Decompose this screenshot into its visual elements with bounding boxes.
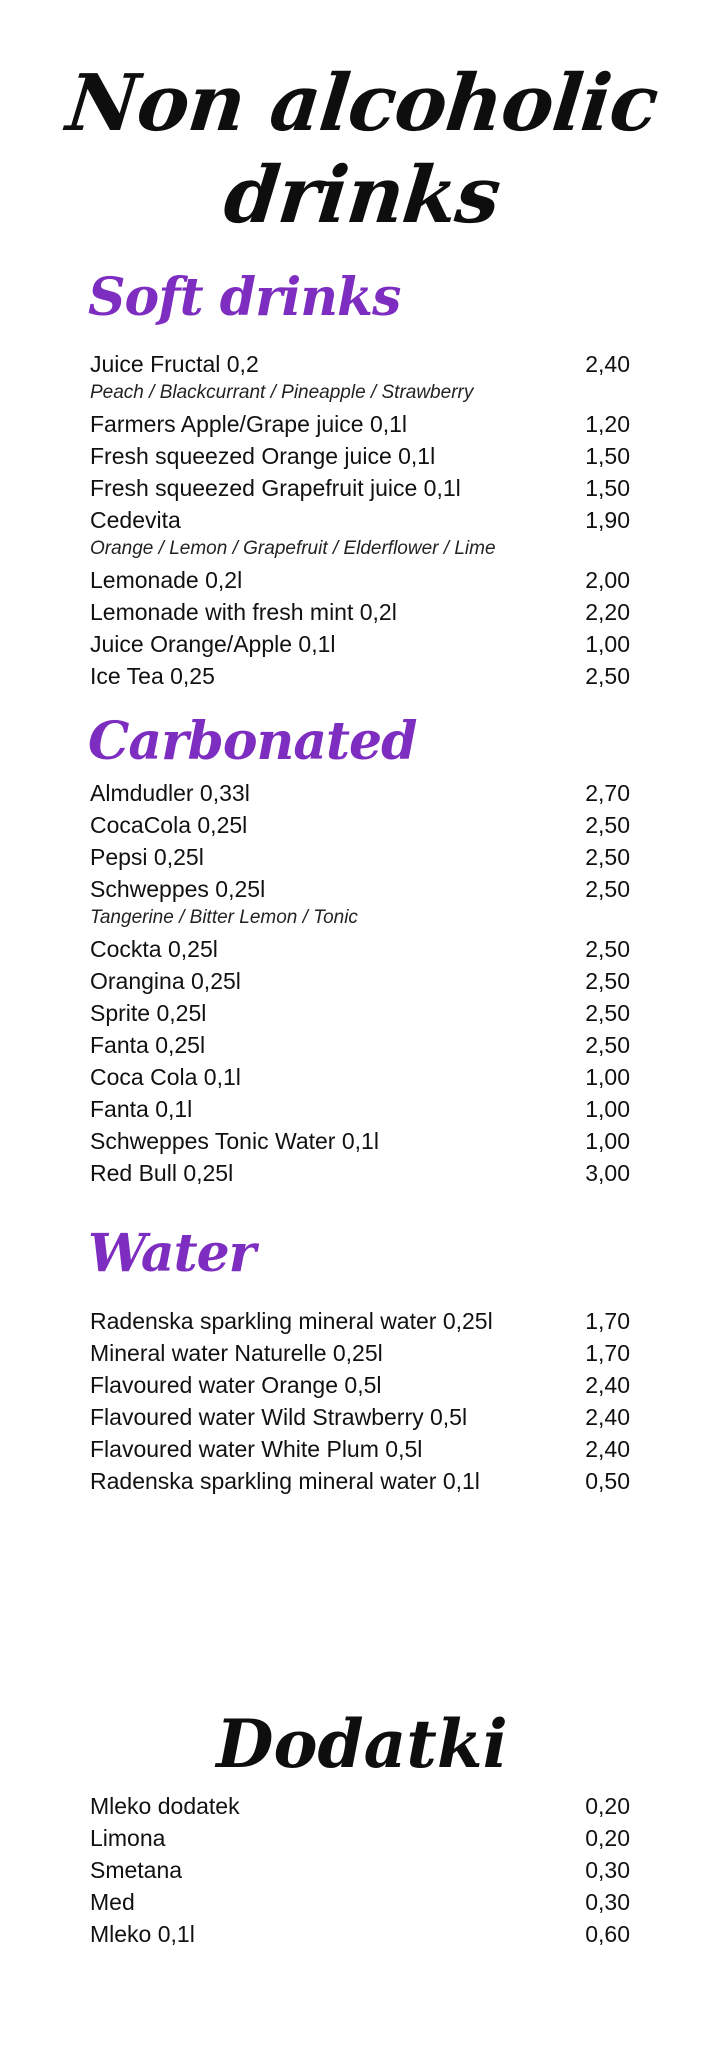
item-name: Pepsi 0,25l xyxy=(90,844,204,870)
menu-item xyxy=(90,1093,630,1125)
menu-item xyxy=(90,440,630,472)
menu-item xyxy=(90,472,630,504)
item-price: 2,70 xyxy=(585,780,630,806)
item-price: 1,90 xyxy=(585,507,630,533)
menu-item xyxy=(90,1305,630,1337)
menu-item xyxy=(90,873,630,905)
item-name: Juice Orange/Apple 0,1l xyxy=(90,631,336,657)
item-price: 0,30 xyxy=(585,1889,630,1915)
item-name: Cedevita xyxy=(90,507,181,533)
page-title-line-1: Non alcoholic xyxy=(62,58,662,149)
item-name: Smetana xyxy=(90,1857,183,1883)
menu-item xyxy=(90,1465,630,1497)
item-name: Ice Tea 0,25 xyxy=(90,663,215,689)
menu-item xyxy=(90,596,630,628)
item-name: Almdudler 0,33l xyxy=(90,780,250,806)
menu-item xyxy=(90,408,630,440)
item-name: Schweppes Tonic Water 0,1l xyxy=(90,1128,379,1154)
item-name: Radenska sparkling mineral water 0,25l xyxy=(90,1308,493,1334)
item-name: Fanta 0,1l xyxy=(90,1096,193,1122)
item-price: 2,40 xyxy=(585,351,630,377)
item-name: Schweppes 0,25l xyxy=(90,876,266,902)
item-name: Fanta 0,25l xyxy=(90,1032,206,1058)
item-name: Flavoured water Wild Strawberry 0,5l xyxy=(90,1404,468,1430)
item-price: 2,50 xyxy=(585,1032,630,1058)
item-price: 0,50 xyxy=(585,1468,630,1494)
menu-item xyxy=(90,777,630,809)
menu-item xyxy=(90,997,630,1029)
menu-item xyxy=(90,348,630,380)
item-name: Sprite 0,25l xyxy=(90,1000,207,1026)
menu-item xyxy=(90,1918,630,1950)
item-price: 2,20 xyxy=(585,599,630,625)
menu-item xyxy=(90,504,630,536)
dodatki-list xyxy=(90,1790,630,1950)
item-name: Red Bull 0,25l xyxy=(90,1160,234,1186)
menu-item xyxy=(90,841,630,873)
item-price: 2,50 xyxy=(585,968,630,994)
item-price: 1,20 xyxy=(585,411,630,437)
menu-item xyxy=(90,628,630,660)
item-variants: Orange / Lemon / Grapefruit / Elderflower / Lime xyxy=(90,538,496,559)
menu-item xyxy=(90,933,630,965)
menu-item xyxy=(90,1790,630,1822)
soft-drinks-list xyxy=(90,348,630,692)
item-price: 1,70 xyxy=(585,1340,630,1366)
item-name: Cockta 0,25l xyxy=(90,936,218,962)
menu-item xyxy=(90,1157,630,1189)
item-name: Juice Fructal 0,2 xyxy=(90,351,259,377)
item-name: Flavoured water Orange 0,5l xyxy=(90,1372,382,1398)
item-name: Lemonade with fresh mint 0,2l xyxy=(90,599,397,625)
item-price: 3,00 xyxy=(585,1160,630,1186)
menu-item xyxy=(90,1886,630,1918)
item-name: Orangina 0,25l xyxy=(90,968,241,994)
item-price: 1,00 xyxy=(585,1096,630,1122)
item-name: CocaCola 0,25l xyxy=(90,812,248,838)
item-name: Lemonade 0,2l xyxy=(90,567,243,593)
item-price: 2,50 xyxy=(585,663,630,689)
menu-item xyxy=(90,1401,630,1433)
item-price: 0,20 xyxy=(585,1793,630,1819)
item-price: 1,50 xyxy=(585,443,630,469)
item-name: Mineral water Naturelle 0,25l xyxy=(90,1340,383,1366)
item-name: Flavoured water White Plum 0,5l xyxy=(90,1436,423,1462)
menu-item xyxy=(90,965,630,997)
item-price: 2,40 xyxy=(585,1372,630,1398)
section-title-carbonated: Carbonated xyxy=(88,711,417,772)
item-price: 0,60 xyxy=(585,1921,630,1947)
item-price: 1,70 xyxy=(585,1308,630,1334)
water-list xyxy=(90,1305,630,1497)
item-price: 2,00 xyxy=(585,567,630,593)
menu-item xyxy=(90,1125,630,1157)
item-price: 2,50 xyxy=(585,812,630,838)
item-name: Farmers Apple/Grape juice 0,1l xyxy=(90,411,408,437)
item-name: Mleko dodatek xyxy=(90,1793,240,1819)
item-name: Fresh squeezed Orange juice 0,1l xyxy=(90,443,436,469)
carbonated-list xyxy=(90,777,630,1189)
item-price: 2,40 xyxy=(585,1436,630,1462)
menu-item xyxy=(90,1433,630,1465)
item-price: 1,50 xyxy=(585,475,630,501)
section-title-dodatki: Dodatki xyxy=(216,1705,508,1783)
item-variants: Tangerine / Bitter Lemon / Tonic xyxy=(90,907,358,928)
item-price: 2,50 xyxy=(585,876,630,902)
section-title-soft-drinks: Soft drinks xyxy=(88,267,401,328)
item-price: 2,50 xyxy=(585,1000,630,1026)
item-price: 1,00 xyxy=(585,1064,630,1090)
menu-item xyxy=(90,1854,630,1886)
item-name: Limona xyxy=(90,1825,166,1851)
menu-item xyxy=(90,809,630,841)
item-price: 0,20 xyxy=(585,1825,630,1851)
item-name: Coca Cola 0,1l xyxy=(90,1064,241,1090)
menu-item xyxy=(90,1822,630,1854)
item-price: 2,40 xyxy=(585,1404,630,1430)
item-price: 1,00 xyxy=(585,1128,630,1154)
item-price: 2,50 xyxy=(585,844,630,870)
item-price: 2,50 xyxy=(585,936,630,962)
menu-item xyxy=(90,1337,630,1369)
menu-item xyxy=(90,1029,630,1061)
item-name: Radenska sparkling mineral water 0,1l xyxy=(90,1468,480,1494)
item-variants: Peach / Blackcurrant / Pineapple / Strawberry xyxy=(90,382,474,403)
item-name: Med xyxy=(90,1889,135,1915)
item-price: 1,00 xyxy=(585,631,630,657)
section-title-water: Water xyxy=(88,1223,256,1284)
item-name: Mleko 0,1l xyxy=(90,1921,195,1947)
menu-item xyxy=(90,564,630,596)
menu-item xyxy=(90,1061,630,1093)
menu-item xyxy=(90,660,630,692)
menu-item xyxy=(90,1369,630,1401)
item-name: Fresh squeezed Grapefruit juice 0,1l xyxy=(90,475,461,501)
page-title-line-2: drinks xyxy=(220,150,504,241)
item-price: 0,30 xyxy=(585,1857,630,1883)
